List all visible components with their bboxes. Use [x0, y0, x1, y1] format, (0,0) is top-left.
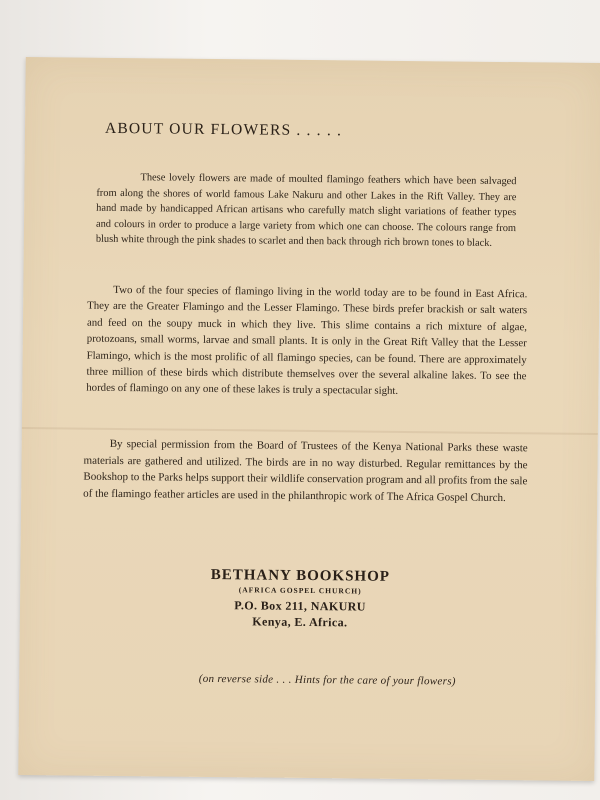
reverse-side-note: (on reverse side . . . Hints for the care of your flowers) — [198, 672, 456, 688]
flyer-sheet — [18, 57, 600, 781]
bookshop-address-block — [170, 567, 431, 632]
paragraph-special-permission: By special permission from the Board of Trustees of the Kenya National Parks these waste materials are gathered and utilized. The birds are in no way disturbed. Regular remittances by the Bookshop to the Parks helps support their wildlife conservation program and all profits from the sale of the flamingo feather articles are used in the philanthropic work of The Africa Gospel Church. — [83, 437, 528, 504]
bookshop-country: Kenya, E. Africa. — [252, 614, 348, 630]
paragraph-flowers-origin: These lovely flowers are made of moulted flamingo feathers which have been salvaged from along the shores of world famous Lake Nakuru and other Lakes in the Rift Valley. They are hand made by handicapped African artisans who carefully match slight variations of feather types and colours in order to produce a large variety from which one can choose. The colours range from blush white through the pink shades to scarlet and then back through rich brown tones to black. — [95, 172, 517, 250]
bookshop-po-box: P.O. Box 211, NAKURU — [234, 598, 366, 614]
paragraph-flamingo-species: Two of the four species of flamingo living in the world today are to be found in East Africa. They are the Greater Flamingo and the Lesser Flamingo. These birds prefer brackish or salt waters and feed on the soupy muck in which they live. This slime contains a rich mixture of algae, protozoans, small worms, larvae and small plants. It is only in the Great Rift Valley that the Lesser Flamingo, which is the most prolific of all flamingo species, can be found. There are approximately three million of these birds which distribute themselves over the several alkaline lakes. To see the hordes of flamingo on any one of these lakes is truly a spectacular sight. — [86, 283, 528, 398]
flyer-heading: ABOUT OUR FLOWERS . . . . . — [104, 119, 343, 140]
bookshop-affiliation: (AFRICA GOSPEL CHURCH) — [238, 585, 362, 596]
bookshop-name: BETHANY BOOKSHOP — [210, 566, 391, 585]
